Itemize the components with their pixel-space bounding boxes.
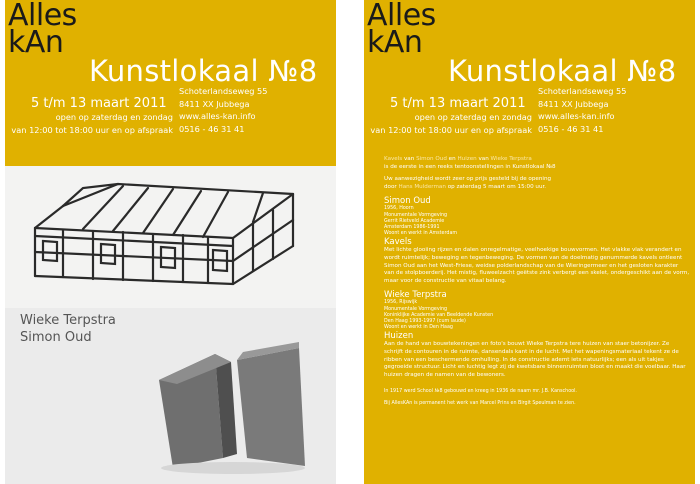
phone-number: 0516 - 46 31 41 (179, 123, 245, 134)
simon-bio-line: Monumentale Vormgeving (384, 212, 448, 218)
opening-rest: op zaterdag 5 maart om 15:00 uur. (447, 183, 547, 190)
intro-line-2: is de eerste in een reeks tentoonstellingen in Kunstlokaal №8 (384, 163, 556, 170)
website-link[interactable]: www.alles-kan.info (538, 111, 615, 121)
exhibition-date: 5 t/m 13 maart 2011 (31, 96, 167, 111)
opening-hours (5, 111, 173, 136)
logo-line-1: Alles (367, 0, 436, 33)
footer-line-2: Bij AllesKAn is permanent het werk van Marcel Prins en Birgit Speulman te zien. (384, 400, 576, 406)
poster-title-back: Kunstlokaal №8 (448, 54, 677, 88)
artwork-photo (5, 166, 336, 484)
simon-bio-line: Woont en werkt in Amsterdam (384, 231, 458, 237)
logo-line-2: kAn (8, 25, 64, 60)
hours-line-1: open op zaterdag en zondag (55, 112, 173, 122)
kavels-heading: Kavels (384, 237, 412, 248)
logo-line-2: kAn (367, 25, 423, 60)
poster-title: Kunstlokaal №8 (89, 54, 318, 88)
wieke-bio-line: 1956, Rijswijk (384, 300, 418, 306)
intro-van-2: van (478, 156, 489, 162)
hours-line-2: van 12:00 tot 18:00 uur en op afspraak (370, 124, 532, 135)
intro-en: en (448, 156, 456, 162)
huizen-heading: Huizen (384, 331, 414, 342)
opening-hours-back (364, 111, 532, 136)
wire-house-sculpture (23, 176, 323, 296)
address-block-back (538, 85, 626, 135)
artist-name-1: Wieke Terpstra (20, 313, 116, 328)
simon-bio-line: Gerrit Rietveld Academie (384, 218, 445, 224)
huizen-text: Aan de hand van bouwtekeningen en foto's bouwt Wieke Terpstra tere huizen van staer betonijzer. Ze schrijft de contouren in de ruimte, dansendals kant in de lucht. Met het wapeningsmateriaal tekent ze de ribben van een beschermende omhulling. In de constructie ademt iets natuurlijks; een als uit takjes gegroeide structuur. Licht en luchtig legt zij de kwetsbare binnenruimten bloot en maakt die voelbaar. Haar huizen dragen de namen van de bewoners. (384, 341, 686, 378)
address-street: Schoterlandseweg 55 (538, 86, 627, 96)
simon-bio-line: Amsterdam 1986-1991 (384, 224, 440, 230)
wieke-heading: Wieke Terpstra (384, 290, 447, 301)
intro-simon: Simon Oud (416, 156, 447, 162)
hours-line-1: open op zaterdag en zondag (414, 112, 532, 122)
intro-kavels: Kavels (384, 156, 403, 162)
alles-kan-logo-back (367, 0, 436, 60)
address-city: 8411 XX Jubbega (538, 98, 609, 109)
intro-van: van (404, 156, 415, 162)
kavels-text: Met lichte glooiing rijzen en dalen onregelmatige, veelhoekige bouwvormen. Het vlakke vlak verandert en wordt ruimtelijk; beweging en tegenbeweging. De vormen van de doelmatig genummerde kavels ontleent Simon Oud aan het West-Friese, weidse polderlandschap van de Wieringermeer en het gesloten karakter van de stolpboerderij. Het mistig, fluweelzacht geëtste zink verbergt een skelet, ondergeschikt aan de vorm, maar voor de constructie van vitaal belang. (384, 247, 690, 284)
address-street: Schoterlandseweg 55 (179, 86, 268, 96)
intro-line-1 (384, 156, 690, 164)
poster-front (5, 0, 336, 484)
poster-back (364, 0, 695, 484)
opening-line-1: Uw aanwezigheid wordt zeer op prijs gesteld bij de opening (384, 176, 552, 183)
intro-huizen: Huizen (457, 156, 477, 162)
zinc-block-sculpture (153, 340, 313, 480)
opening-line-2 (384, 184, 690, 192)
address-city: 8411 XX Jubbega (179, 98, 250, 109)
hours-line-2: van 12:00 tot 18:00 uur en op afspraak (11, 124, 173, 135)
wieke-bio-line: Woont en werkt in Den Haag (384, 325, 453, 331)
wieke-bio-line: Monumentale Vormgeving (384, 306, 448, 312)
wieke-bio-line: Den Haag 1993-1997 (cum laude) (384, 318, 466, 324)
address-block (179, 85, 267, 135)
footer-line-1: In 1917 werd School №8 gebouwd en kreeg in 1936 de naam mr. J.B. Kanschool. (384, 389, 577, 395)
opening-name: Hans Mulderman (398, 183, 446, 190)
alles-kan-logo (8, 0, 77, 60)
logo-line-1: Alles (8, 0, 77, 33)
intro-wieke: Wieke Terpstra (490, 156, 532, 162)
artist-name-2: Simon Oud (20, 330, 92, 345)
exhibition-date-back: 5 t/m 13 maart 2011 (390, 96, 526, 111)
website-link[interactable]: www.alles-kan.info (179, 111, 256, 121)
exhibition-text (384, 156, 690, 407)
simon-bio-line: 1956, Hoorn (384, 206, 414, 212)
phone-number: 0516 - 46 31 41 (538, 123, 604, 134)
opening-door: door (384, 183, 397, 190)
simon-heading: Simon Oud (384, 196, 431, 207)
wieke-bio-line: Koninklijke Academie van Beeldende Kunsten (384, 312, 494, 318)
